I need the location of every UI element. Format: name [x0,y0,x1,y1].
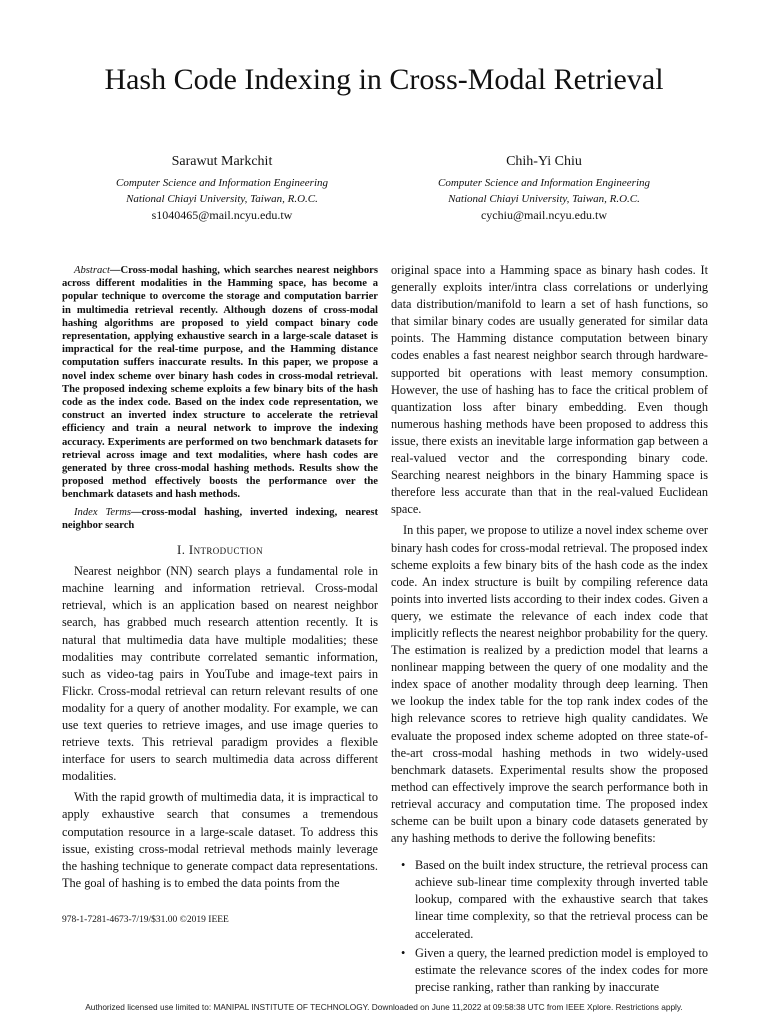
license-footer: Authorized licensed use limited to: MANIPAL INSTITUTE OF TECHNOLOGY. Downloaded on June 11,2022 at 09:58:38 UTC from IEEE Xplore. Restrictions apply. [85,1002,683,1012]
copyright-notice: 978-1-7281-4673-7/19/$31.00 ©2019 IEEE [62,915,229,925]
list-item-text: Based on the built index structure, the retrieval process can achieve sub-linear time complexity through inverted table lookup, compared with the exhaustive search that takes linear time complexity, so that the retrieval process can be accelerated. [415,858,708,941]
section-number: I. [177,543,186,558]
body-paragraph: With the rapid growth of multimedia data, it is impractical to apply exhaustive search that consumes a tremendous computation resource in a large-scale dataset. To address this issue, existing cross-modal retrieval methods mainly leverage the hashing technique to generate compact data representations. The goal of hashing is to embed the data points from the [62,790,378,890]
author-name: Chih-Yi Chiu [506,154,582,169]
list-item [391,857,708,942]
abstract [62,264,378,502]
section-title: Introduction [188,543,263,558]
paper-title: Hash Code Indexing in Cross-Modal Retrieval [104,63,664,96]
body-paragraph: In this paper, we propose to utilize a novel index scheme over binary hash codes for cross-modal retrieval. The proposed index scheme exploits a few binary bits of the hash code as the index code. An index structure is built by compiling reference data points into inverted lists according to their index codes. Given a query, we estimate the relevance of each index code that implicitly reflects the nearest neighbor probability for the query. The estimation is realized by a prediction model that learns a nonlinear mapping between the query of one modality and the index space of another modality through deep learning. Then we lookup the index table for the top rank index codes of the high relevance scores to retrieve high quality candidates. We evaluate the proposed index scheme adopted on three state-of-the-art cross-modal hashing methods in two widely-used benchmark datasets. Experimental results show the proposed method can effectively improve the search performance both in retrieval accuracy and computation time. The proposed index scheme can be built upon a binary code datasets generated by any hashing methods to derive the following benefits: [391,523,708,846]
author-block-1 [62,152,382,223]
right-column [391,262,708,996]
section-heading [62,542,378,559]
author-name: Sarawut Markchit [171,154,273,169]
author-email: s1040465@mail.ncyu.edu.tw [151,208,293,222]
author-university: National Chiayi University, Taiwan, R.O.C. [448,193,640,205]
abstract-text: —Cross-modal hashing, which searches nearest neighbors across different modalities in the Hamming space, has become a popular technique to overcome the storage and computation barrier in multimedia retrieval recently. Although dozens of cross-modal hashing algorithms are proposed to yield compact binary code representation, applying exhaustive search in a large-scale dataset is impractical for the real-time purpose, and the Hamming distance computation suffers inaccurate results. In this paper, we propose a novel index scheme over binary hash codes in cross-modal retrieval. The proposed indexing scheme exploits a few binary bits of the hash code as the index code. Based on the index code representation, we construct an inverted index structure to accelerate the retrieval efficiency and train a neural network to improve the indexing accuracy. Experiments are performed on two benchmark datasets for retrieval across image and text modalities, where hash codes are generated by three cross-modal hashing methods. Results show the proposed method effectively boosts the performance over the benchmark datasets and hash methods. [62,265,378,501]
index-terms [62,506,378,532]
author-department: Computer Science and Information Engineering [437,177,651,189]
index-terms-text: —cross-modal hashing, inverted indexing, nearest neighbor search [62,506,378,531]
benefits-list [391,857,708,996]
bullet-icon: • [401,858,406,873]
list-item-text: Given a query, the learned prediction model is employed to estimate the relevance scores of the index codes for more precise ranking, rather than ranking by inaccurate [415,945,708,994]
author-email: cychiu@mail.ncyu.edu.tw [480,208,608,222]
bullet-icon: • [401,945,406,960]
list-item [391,945,708,996]
author-block-2 [384,152,704,223]
author-university: National Chiayi University, Taiwan, R.O.C. [126,193,318,205]
abstract-label: Abstract [74,265,110,276]
index-terms-label: Index Terms [74,506,132,518]
author-department: Computer Science and Information Engineering [115,177,329,189]
body-paragraph: original space into a Hamming space as binary hash codes. It generally exploits inter/intra class correlations or underlying data distribution/manifold to learn a set of hash functions, so that similar binary codes are usually generated for similar data points. The Hamming distance computation between binary codes enables a fast nearest neighbor search through hardware-supported bit operations with least memory consumption. However, the use of hashing has to face the critical problem of quantization loss after binary embedding. Even though numerous hashing methods have been proposed to address this issue, there exists an inevitable large information gap between a real-valued vector and the corresponding binary code. Searching nearest neighbors in the binary Hamming space is therefore less accurate than that in the real-valued Euclidean space. [391,263,708,517]
left-column [62,264,378,892]
body-paragraph: Nearest neighbor (NN) search plays a fundamental role in machine learning and information retrieval. Cross-modal retrieval, which is an application based on nearest neighbor search, has grabbed much research attention recently. It is natural that multimedia data have multiple modalities; these modalities may contribute correlated semantic information, such as video-tag pairs in YouTube and image-text pairs in Flickr. Cross-modal retrieval can return relevant results of one modality for a query of another modality. For example, we can use text queries to retrieve images, and use image queries to retrieve texts. This retrieval paradigm provides a flexible interface for users to search multimedia data across different modalities. [62,564,378,784]
